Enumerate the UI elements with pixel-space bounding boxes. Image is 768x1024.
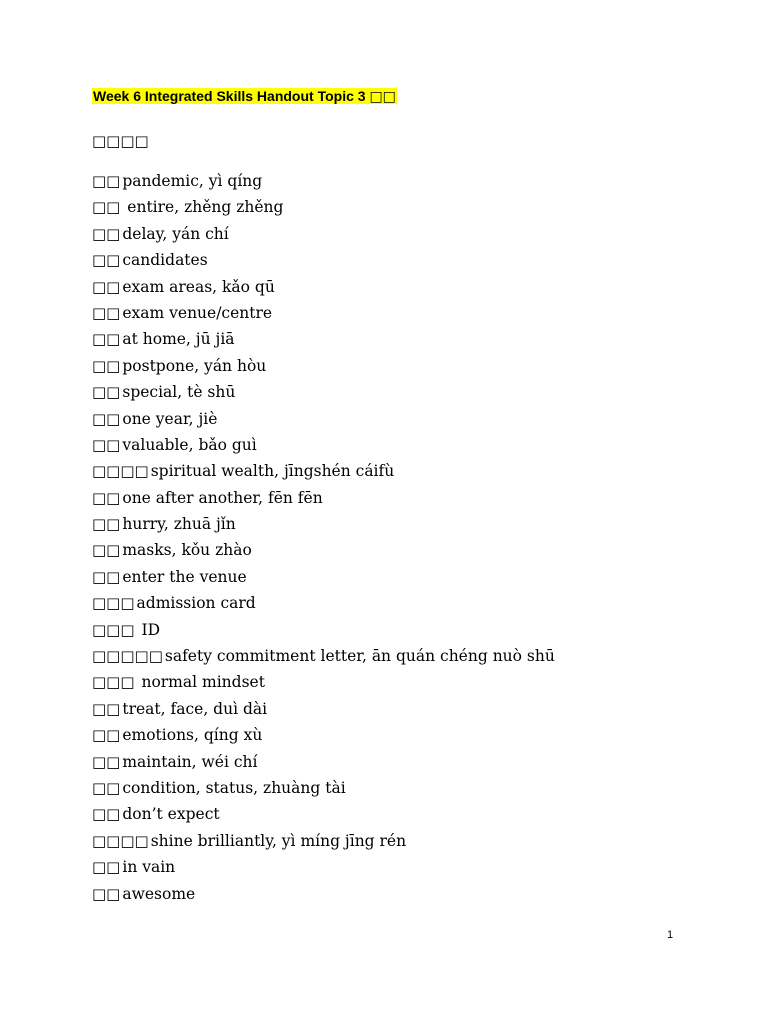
vocab-item xyxy=(92,831,555,857)
vocab-term: □□ xyxy=(92,198,121,217)
section-subheading: □□□□ xyxy=(92,132,149,150)
vocab-item xyxy=(92,382,555,408)
vocab-gloss: pandemic, yì qíng xyxy=(122,172,263,190)
page-title xyxy=(92,86,397,107)
vocab-item xyxy=(92,277,555,303)
vocab-item xyxy=(92,804,555,830)
vocab-term: □□□ xyxy=(92,594,135,613)
vocab-term: □□□ xyxy=(92,673,135,692)
vocab-gloss: masks, kǒu zhào xyxy=(122,541,252,560)
vocab-gloss: candidates xyxy=(122,251,208,270)
vocab-term: □□ xyxy=(92,172,121,190)
vocabulary-list xyxy=(92,171,555,910)
vocab-gloss: ID xyxy=(136,620,161,639)
vocab-item xyxy=(92,857,555,883)
vocab-term: □□ xyxy=(92,277,121,296)
vocab-gloss: special, tè shū xyxy=(122,383,236,402)
vocab-item xyxy=(92,725,555,751)
vocab-item xyxy=(92,461,555,487)
vocab-item xyxy=(92,303,555,329)
vocab-gloss: exam venue/centre xyxy=(122,303,273,322)
vocab-item xyxy=(92,197,555,223)
vocab-gloss: condition, status, zhuàng tài xyxy=(122,778,346,797)
vocab-gloss: safety commitment letter, ān quán chéng nuò shū xyxy=(164,647,555,666)
vocab-gloss: normal mindset xyxy=(136,673,265,692)
vocab-term: □□ xyxy=(92,752,121,771)
vocab-term: □□□□ xyxy=(92,462,149,481)
vocab-gloss: one after another, fēn fēn xyxy=(122,488,323,507)
vocab-term: □□ xyxy=(92,435,121,454)
vocab-item xyxy=(92,752,555,778)
vocab-term: □□ xyxy=(92,488,121,507)
vocab-item xyxy=(92,435,555,461)
vocab-gloss: shine brilliantly, yì míng jīng rén xyxy=(150,831,407,850)
vocab-item xyxy=(92,250,555,276)
vocab-gloss: delay, yán chí xyxy=(122,224,229,243)
vocab-item xyxy=(92,699,555,725)
vocab-term: □□□ xyxy=(92,620,135,639)
vocab-item xyxy=(92,488,555,514)
vocab-gloss: enter the venue xyxy=(122,567,247,586)
vocab-gloss: postpone, yán hòu xyxy=(122,356,267,375)
vocab-term: □□ xyxy=(92,409,121,428)
vocab-gloss: hurry, zhuā jǐn xyxy=(122,515,236,534)
vocab-term: □□ xyxy=(92,303,121,322)
vocab-gloss: valuable, bǎo guì xyxy=(122,435,257,454)
vocab-term: □□ xyxy=(92,515,121,534)
vocab-item xyxy=(92,514,555,540)
vocab-gloss: admission card xyxy=(136,594,256,613)
vocab-term: □□ xyxy=(92,884,121,903)
vocab-term: □□ xyxy=(92,356,121,375)
vocab-item xyxy=(92,409,555,435)
vocab-item xyxy=(92,540,555,566)
vocab-item xyxy=(92,329,555,355)
vocab-item xyxy=(92,567,555,593)
vocab-term: □□ xyxy=(92,858,121,877)
vocab-gloss: entire, zhěng zhěng xyxy=(122,198,284,217)
vocab-term: □□□□□ xyxy=(92,647,163,666)
vocab-term: □□ xyxy=(92,541,121,560)
vocab-term: □□ xyxy=(92,383,121,402)
vocab-item xyxy=(92,620,555,646)
vocab-gloss: emotions, qíng xù xyxy=(122,726,263,745)
title-highlight xyxy=(92,88,397,104)
vocab-item xyxy=(92,593,555,619)
vocab-gloss: treat, face, duì dài xyxy=(122,699,268,718)
vocab-gloss: don’t expect xyxy=(122,805,220,824)
vocab-gloss: spiritual wealth, jīngshén cáifù xyxy=(150,462,395,481)
vocab-term: □□ xyxy=(92,330,121,349)
vocab-gloss: at home, jū jiā xyxy=(122,330,235,349)
vocab-term: □□ xyxy=(92,805,121,824)
vocab-gloss: exam areas, kǎo qū xyxy=(122,277,275,296)
title-text: Week 6 Integrated Skills Handout Topic 3 xyxy=(93,88,366,104)
vocab-gloss: one year, jiè xyxy=(122,409,218,428)
vocab-term: □□ xyxy=(92,567,121,586)
vocab-item xyxy=(92,171,555,197)
vocab-item xyxy=(92,884,555,910)
title-cjk-text: □□ xyxy=(369,89,396,105)
vocab-term: □□ xyxy=(92,224,121,243)
vocab-term: □□ xyxy=(92,251,121,270)
vocab-item xyxy=(92,356,555,382)
vocab-term: □□ xyxy=(92,726,121,745)
vocab-gloss: in vain xyxy=(122,858,176,877)
vocab-term: □□ xyxy=(92,699,121,718)
vocab-item xyxy=(92,224,555,250)
vocab-item xyxy=(92,646,555,672)
page-number: 1 xyxy=(667,929,674,941)
vocab-item xyxy=(92,672,555,698)
vocab-gloss: maintain, wéi chí xyxy=(122,752,258,771)
vocab-term: □□ xyxy=(92,778,121,797)
vocab-item xyxy=(92,778,555,804)
vocab-term: □□□□ xyxy=(92,831,149,850)
vocab-gloss: awesome xyxy=(122,884,196,903)
